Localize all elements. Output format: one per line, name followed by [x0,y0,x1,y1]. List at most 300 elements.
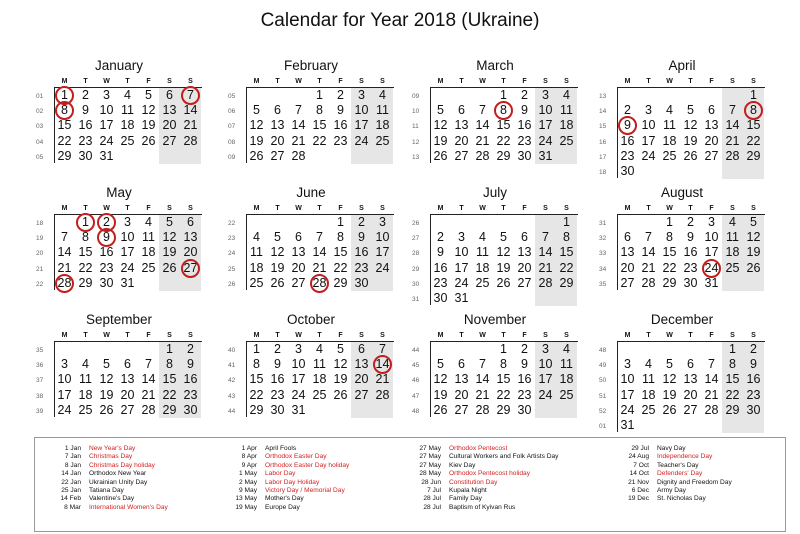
day-cell: 26 [433,402,448,417]
day-cell: 11 [250,245,263,260]
day-cell: 26 [249,148,264,163]
weekday-label: T [125,332,130,339]
day-cell: 16 [354,245,369,260]
day-cell: 4 [379,88,386,102]
holiday-date: 28 May [419,470,441,478]
weekday-label: S [730,332,735,339]
day-cell: 4 [145,215,152,229]
week-number: 18 [599,169,607,176]
month-august [597,185,767,305]
month-name: March [476,58,514,73]
weekday-label: M [437,78,444,85]
day-cell: 13 [183,230,198,245]
weekday-label: T [83,78,88,85]
weekday-label: M [61,78,68,85]
week-number: 05 [228,93,236,100]
day-cell: 15 [496,372,511,387]
week-number: 19 [36,235,44,243]
week-number: 01 [36,93,44,100]
day-cell: 4 [479,230,486,245]
weekday-label: S [188,78,193,85]
day-cell: 3 [708,215,715,229]
day-cell: 3 [124,215,131,229]
day-cell: 22 [662,260,677,275]
day-cell: 12 [496,245,511,260]
day-cell: 13 [162,103,177,118]
week-number: 26 [412,220,420,227]
day-cell: 2 [521,88,528,102]
weekday-label: M [61,205,68,212]
day-cell: 11 [476,245,489,260]
day-cell: 27 [291,275,306,290]
day-cell: 23 [746,387,761,402]
weekday-label: T [501,332,506,339]
weekday-label: M [437,332,444,339]
week-number: 45 [412,362,420,370]
holiday-date: 19 Dec [628,495,649,503]
day-cell: 22 [162,387,177,402]
day-cell: 2 [624,103,631,118]
day-cell: 10 [99,103,114,118]
day-cell: 10 [57,372,72,387]
weekday-label: F [146,205,151,212]
day-cell: 30 [517,402,532,417]
weekday-label: S [380,205,385,212]
holiday-date: 14 Feb [60,495,81,503]
day-cell: 14 [312,245,327,260]
day-cell: 28 [538,275,553,290]
month-may [34,185,204,305]
day-cell: 29 [162,402,177,417]
day-cell: 17 [704,245,719,260]
day-cell: 25 [249,275,264,290]
day-cell: 17 [57,387,72,402]
month-name: September [85,312,153,327]
day-cell: 14 [183,103,198,118]
weekday-label: T [501,205,506,212]
weekday-label: S [564,78,569,85]
weekday-label: M [253,332,260,339]
week-number: 10 [412,108,420,116]
day-cell: 12 [662,372,677,387]
month-november [410,312,580,432]
day-cell: 3 [542,342,549,356]
day-cell: 13 [354,357,369,372]
holiday-name: Defenders' Day [657,470,703,478]
week-number: 46 [412,377,420,385]
week-number: 18 [36,220,44,227]
day-cell: 24 [354,133,369,148]
day-cell: 29 [496,148,511,163]
holiday-name: Orthodox New Year [89,470,147,478]
month-name: May [106,185,132,200]
day-cell: 20 [270,133,285,148]
day-cell: 25 [141,260,156,275]
holiday-date: 29 Jul [631,445,649,452]
holiday-date: 28 Jul [423,495,441,503]
weekday-label: F [146,332,151,339]
day-cell: 4 [253,230,260,245]
day-cell: 10 [354,103,369,118]
day-cell: 21 [475,387,490,402]
holiday-name: Constitution Day [449,478,498,486]
day-cell: 11 [313,357,326,372]
day-cell: 17 [291,372,306,387]
day-cell: 5 [337,342,344,356]
day-cell: 8 [166,357,173,372]
day-cell: 14 [475,118,490,133]
day-cell: 4 [316,342,323,356]
day-cell: 6 [458,103,465,118]
holiday-name: Kupala Night [449,486,487,494]
day-cell: 24 [641,148,656,163]
day-cell: 8 [82,230,89,245]
month-june [226,185,396,305]
week-number: 07 [228,123,236,131]
weekday-label: S [543,332,548,339]
day-cell: 24 [375,260,390,275]
day-cell: 29 [662,275,677,290]
day-cell: 30 [433,291,448,305]
day-cell: 13 [291,245,306,260]
day-cell: 2 [187,342,194,356]
holiday-name: Orthodox Pentecost [449,445,508,452]
week-number: 48 [412,407,420,415]
weekday-label: F [522,78,527,85]
day-cell: 9 [82,103,89,118]
week-number: 44 [228,407,236,415]
day-cell: 10 [375,230,390,245]
holiday-name: April Fools [265,445,297,452]
week-number: 34 [599,265,607,273]
week-number: 06 [228,108,236,116]
week-number: 17 [599,153,607,161]
day-cell: 22 [559,260,574,275]
day-cell: 29 [746,148,761,163]
day-cell: 9 [521,103,528,118]
weekday-label: S [543,78,548,85]
week-number: 32 [599,235,607,243]
week-number: 24 [228,250,236,258]
weekday-label: S [564,205,569,212]
weekday-label: F [338,205,343,212]
day-cell: 19 [162,245,177,260]
holiday-date: 24 Aug [628,453,649,461]
day-cell: 12 [270,245,285,260]
day-cell: 24 [291,387,306,402]
day-cell: 14 [641,245,656,260]
day-cell: 12 [746,230,761,245]
month-name: November [463,312,527,327]
day-cell: 7 [645,230,652,245]
day-cell: 13 [620,245,635,260]
day-cell: 15 [662,245,677,260]
holiday-name: Mother's Day [265,495,304,503]
day-cell: 17 [99,118,114,133]
day-cell: 10 [454,245,469,260]
day-cell: 10 [704,230,719,245]
day-cell: 5 [145,88,152,102]
day-cell: 23 [270,387,285,402]
week-number: 44 [412,347,420,354]
holiday-name: Kiev Day [449,461,476,469]
day-cell: 3 [61,357,68,372]
weekday-label: F [338,78,343,85]
day-cell: 28 [291,148,306,163]
day-cell: 11 [663,118,676,133]
day-cell: 8 [563,230,570,245]
weekday-label: S [167,332,172,339]
day-cell: 15 [78,245,93,260]
day-cell: 22 [496,133,511,148]
day-cell: 18 [312,372,327,387]
week-number: 35 [36,347,44,354]
day-cell: 8 [666,230,673,245]
day-cell: 23 [78,133,93,148]
day-cell: 13 [517,245,532,260]
holiday-date: 28 Jul [423,503,441,511]
day-cell: 14 [704,372,719,387]
day-cell: 21 [291,133,306,148]
day-cell: 29 [57,148,72,163]
day-cell: 23 [99,260,114,275]
weekday-label: S [543,205,548,212]
day-cell: 27 [120,402,135,417]
day-cell: 14 [57,245,72,260]
week-number: 52 [599,407,607,415]
day-cell: 8 [729,357,736,372]
day-cell: 6 [687,357,694,372]
month-march [410,58,580,178]
day-cell: 18 [475,260,490,275]
day-cell: 29 [78,275,93,290]
weekday-label: S [188,205,193,212]
weekday-label: T [317,332,322,339]
weekday-label: T [646,78,651,85]
day-cell: 22 [312,133,327,148]
day-cell: 5 [500,230,507,245]
weekday-label: W [479,205,486,212]
weekday-label: S [380,78,385,85]
holiday-date: 27 May [419,461,441,469]
holiday-date: 27 May [419,453,441,461]
weekday-label: W [295,205,302,212]
day-cell: 20 [454,133,469,148]
day-cell: 5 [253,103,260,118]
weekday-label: T [646,205,651,212]
day-cell: 22 [57,133,72,148]
month-september [34,312,204,432]
weekday-label: W [295,332,302,339]
holiday-day-cell: 8 [743,103,764,118]
day-cell: 27 [683,402,698,417]
day-cell: 13 [454,118,469,133]
day-cell: 28 [704,402,719,417]
weekday-label: S [380,332,385,339]
day-cell: 17 [120,245,135,260]
day-cell: 19 [433,133,448,148]
day-cell: 8 [337,230,344,245]
week-number: 21 [36,265,44,273]
month-name: February [283,58,339,73]
day-cell: 20 [517,260,532,275]
day-cell: 21 [475,133,490,148]
day-cell: 11 [726,230,739,245]
weekday-label: T [688,78,693,85]
weekday-label: S [751,78,756,85]
day-cell: 5 [750,215,757,229]
day-cell: 16 [683,245,698,260]
week-number: 29 [412,265,420,273]
weekday-label: W [666,332,673,339]
weekday-label: W [103,205,110,212]
day-cell: 21 [183,118,198,133]
month-name: August [660,185,704,200]
week-number: 16 [599,138,607,146]
day-cell: 20 [120,387,135,402]
week-number: 43 [228,392,236,400]
day-cell: 27 [270,148,285,163]
day-cell: 7 [708,357,715,372]
day-cell: 10 [641,118,656,133]
day-cell: 22 [249,387,264,402]
day-cell: 18 [120,118,135,133]
day-cell: 19 [141,118,156,133]
day-cell: 26 [141,133,156,148]
week-number: 22 [36,280,44,288]
weekday-label: S [167,78,172,85]
day-cell: 31 [291,402,306,417]
weekday-label: T [275,78,280,85]
week-number: 33 [599,250,607,258]
day-cell: 25 [641,402,656,417]
day-cell: 31 [704,275,719,290]
holiday-name: Dignity and Freedom Day [657,478,732,486]
weekday-label: S [167,205,172,212]
holiday-day-cell: 28 [54,276,75,291]
day-cell: 15 [746,118,761,133]
holiday-day-cell: 1 [54,88,75,103]
week-number: 28 [412,250,420,258]
day-cell: 6 [274,103,281,118]
month-april [597,58,767,178]
holiday-name: Independence Day [657,453,713,461]
holiday-date: 7 Oct [633,461,649,469]
day-cell: 2 [358,215,365,229]
day-cell: 21 [538,260,553,275]
day-cell: 3 [379,215,386,229]
week-number: 05 [36,153,44,161]
weekday-label: T [646,332,651,339]
month-january [34,58,204,178]
day-cell: 4 [563,342,570,356]
day-cell: 4 [645,357,652,372]
day-cell: 2 [750,342,757,356]
weekday-label: T [83,205,88,212]
holiday-date: 13 May [235,495,257,503]
day-cell: 25 [375,133,390,148]
week-number: 13 [599,93,607,100]
day-cell: 27 [162,133,177,148]
holiday-date: 8 Jan [64,461,81,469]
day-cell: 22 [78,260,93,275]
day-cell: 20 [704,133,719,148]
holiday-date: 27 May [419,445,441,452]
day-cell: 18 [141,245,156,260]
week-number: 35 [599,280,607,288]
month-february [226,58,396,178]
week-number: 09 [412,93,420,100]
holiday-name: International Women's Day [89,503,168,511]
weekday-label: S [730,205,735,212]
holiday-date: 6 Dec [631,486,649,494]
day-cell: 18 [641,387,656,402]
day-cell: 21 [725,133,740,148]
day-cell: 19 [746,245,761,260]
week-number: 20 [36,250,44,258]
week-number: 31 [599,220,607,227]
holiday-name: Tatiana Day [89,486,124,494]
day-cell: 13 [704,118,719,133]
day-cell: 27 [454,148,469,163]
day-cell: 24 [454,275,469,290]
day-cell: 23 [183,387,198,402]
day-cell: 16 [433,260,448,275]
day-cell: 19 [662,387,677,402]
day-cell: 4 [666,103,673,118]
day-cell: 5 [666,357,673,372]
day-cell: 5 [437,357,444,372]
holiday-name: Ukrainian Unity Day [89,478,148,486]
day-cell: 29 [333,275,348,290]
day-cell: 18 [249,260,264,275]
holiday-date: 1 May [239,470,257,478]
day-cell: 15 [312,118,327,133]
day-cell: 25 [312,387,327,402]
day-cell: 16 [517,118,532,133]
week-number: 50 [599,377,607,385]
day-cell: 4 [729,215,736,229]
weekday-label: W [103,78,110,85]
holiday-date: 9 May [239,486,257,494]
day-cell: 13 [270,118,285,133]
day-cell: 26 [162,260,177,275]
day-cell: 25 [662,148,677,163]
week-number: 15 [599,123,607,131]
day-cell: 22 [725,387,740,402]
holiday-date: 22 Jan [61,478,81,486]
weekday-label: M [61,332,68,339]
week-number: 30 [412,280,420,288]
day-cell: 24 [538,133,553,148]
day-cell: 17 [354,118,369,133]
day-cell: 9 [337,103,344,118]
weekday-label: T [501,78,506,85]
day-cell: 16 [517,372,532,387]
day-cell: 19 [433,387,448,402]
holiday-day-cell: 28 [309,276,330,291]
day-cell: 30 [78,148,93,163]
weekday-label: S [359,205,364,212]
day-cell: 26 [270,275,285,290]
day-cell: 13 [454,372,469,387]
day-cell: 9 [274,357,281,372]
day-cell: 27 [704,148,719,163]
day-cell: 21 [312,260,327,275]
day-cell: 19 [249,133,264,148]
holiday-date: 25 Jan [61,486,81,494]
day-cell: 23 [354,260,369,275]
